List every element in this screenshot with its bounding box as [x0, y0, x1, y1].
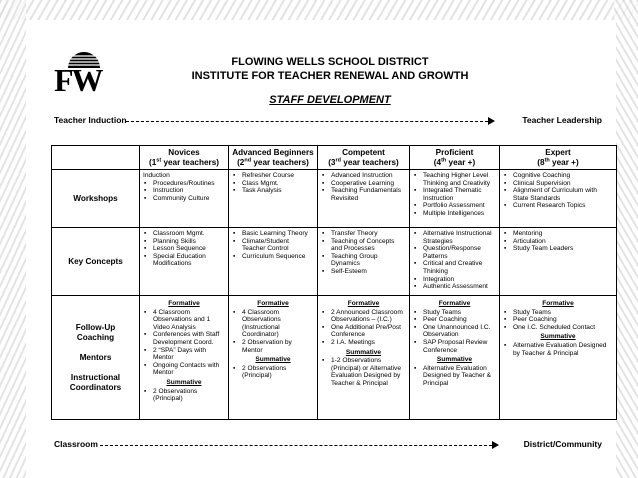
bullet-list — [503, 342, 613, 357]
list-item: ▪ Alternative Evaluation Designed by Teacher & Principal — [423, 365, 496, 388]
column-name: Novices — [168, 148, 200, 157]
list-item: ▪ Community Culture — [153, 195, 225, 203]
column-name: Expert — [545, 148, 571, 157]
decorative-stripes-left — [0, 0, 26, 478]
row-header-follow-up — [52, 296, 140, 420]
list-item: ▪ Refresher Course — [242, 172, 314, 180]
bullet-list — [413, 230, 496, 291]
axis-top-right-label: Teacher Leadership — [522, 115, 602, 125]
column-years: (4 — [433, 157, 442, 167]
list-item: ▪ 2 Announced Classroom Observations – (I.C.) — [331, 309, 406, 324]
summative-heading: Summative — [345, 348, 382, 356]
logo-lettering: FW — [54, 62, 102, 98]
cell-follow-up-competent — [318, 296, 410, 420]
list-item: ▪ Study Teams — [423, 309, 496, 317]
list-item: ▪ Study Teams — [513, 309, 613, 317]
list-item: ▪ 1-2 Observations (Principal) or Alternative Evaluation Designed by Teacher & Principal — [331, 357, 406, 387]
list-item: ▪ Critical and Creative Thinking — [423, 260, 496, 275]
column-header-proficient — [410, 146, 500, 170]
district-name: FLOWING WELLS SCHOOL DISTRICT — [231, 56, 429, 68]
bullet-list — [232, 172, 314, 195]
table-header-row — [52, 146, 617, 170]
district-logo — [54, 44, 126, 98]
list-item: ▪ Alignment of Curriculum with State Standards — [513, 187, 613, 202]
list-item: ▪ Articulation — [513, 238, 613, 246]
column-name: Competent — [342, 148, 385, 157]
column-years: (8 — [537, 157, 545, 167]
cell-key-concepts-advanced-beginners — [229, 228, 318, 296]
bullet-list — [143, 388, 225, 403]
table-row-follow-up — [52, 296, 617, 420]
list-item: ▪ One Unannounced I.C. Observation — [423, 324, 496, 339]
column-years: (2 — [237, 157, 245, 167]
list-item: ▪ Current Research Topics — [513, 202, 613, 210]
institute-name: INSTITUTE FOR TEACHER RENEWAL AND GROWTH — [191, 70, 469, 82]
column-years-suffix: nd — [244, 156, 252, 163]
bullet-list — [232, 230, 314, 260]
list-item: ▪ 2 Observations (Principal) — [242, 365, 314, 380]
column-years-rest: year teachers) — [340, 157, 399, 167]
cell-workshops-novices — [140, 170, 229, 228]
list-item: ▪ Cognitive Coaching — [513, 172, 613, 180]
list-item: ▪ Teaching Fundamentals Revisited — [331, 187, 406, 202]
list-item: ▪ 2 Observation by Mentor — [242, 339, 314, 354]
column-years-suffix: st — [156, 156, 162, 163]
list-item: ▪ Teaching of Concepts and Processes — [331, 238, 406, 253]
decorative-stripes-top — [0, 0, 638, 20]
list-item: ▪ Conferences with Staff Development Coord. — [153, 331, 225, 346]
column-header-competent — [318, 146, 410, 170]
arrow-right-icon — [488, 117, 495, 125]
bullet-list — [413, 172, 496, 218]
column-header-expert — [500, 146, 617, 170]
formative-heading: Formative — [347, 300, 380, 307]
list-item: ▪ Teaching Higher Level Thinking and Creativity — [423, 172, 496, 187]
formative-heading: Formative — [542, 300, 574, 307]
list-item: ▪ Climate/Student Teacher Control — [242, 238, 314, 253]
summative-heading: Summative — [166, 378, 202, 386]
cell-key-concepts-proficient — [410, 228, 500, 296]
column-name: Proficient — [435, 148, 474, 157]
bullet-list — [503, 172, 613, 210]
list-item: ▪ Authentic Assessment — [423, 283, 496, 291]
list-item: ▪ Portfolio Assessment — [423, 202, 496, 210]
cell-follow-up-expert — [500, 296, 617, 420]
axis-top — [54, 115, 602, 129]
formative-heading: Formative — [438, 300, 471, 307]
summative-heading: Summative — [255, 356, 291, 364]
list-item: ▪ One I.C. Scheduled Contact — [513, 324, 613, 332]
axis-bottom-dashed-line — [100, 445, 492, 446]
column-years-rest: year +) — [549, 157, 579, 167]
summative-heading: Summative — [436, 356, 473, 364]
decorative-stripes-right — [614, 0, 638, 478]
list-item: ▪ Task Analysis — [242, 187, 314, 195]
list-item: ▪ Curriculum Sequence — [242, 253, 314, 261]
cell-follow-up-novices — [140, 296, 229, 420]
bullet-list — [232, 309, 314, 355]
bullet-list — [143, 230, 225, 268]
list-item: ▪ Integrated Thematic Instruction — [423, 187, 496, 202]
list-item: ▪ Special Education Modifications — [153, 253, 225, 268]
list-item: ▪ One Additional Pre/Post Conference — [331, 324, 406, 339]
list-item: ▪ Integration — [423, 276, 496, 284]
column-years: (1 — [149, 157, 157, 167]
list-item: ▪ Instruction — [153, 187, 225, 195]
list-item: ▪ Study Team Leaders — [513, 245, 613, 253]
cell-workshops-competent — [318, 170, 410, 228]
bullet-list — [413, 365, 496, 388]
bullet-list — [321, 357, 406, 387]
column-years-suffix: th — [441, 156, 447, 163]
bullet-list — [143, 180, 225, 203]
list-item: ▪ Multiple Intelligences — [423, 210, 496, 218]
row-label-mentors: Mentors — [79, 352, 112, 362]
cell-follow-up-proficient — [410, 296, 500, 420]
list-item: ▪ Ongoing Contacts with Mentor — [153, 362, 225, 377]
axis-bottom-right-label: District/Community — [523, 439, 602, 449]
list-item: ▪ Self-Esteem — [331, 268, 406, 276]
cell-key-concepts-expert — [500, 228, 617, 296]
row-header-workshops: Workshops — [52, 170, 140, 228]
list-item: ▪ Cooperative Learning — [331, 180, 406, 188]
bullet-list — [503, 230, 613, 253]
column-years-rest: year teachers) — [251, 157, 309, 167]
list-item: ▪ Peer Coaching — [513, 316, 613, 324]
corner-cell — [52, 146, 140, 170]
axis-bottom-left-label: Classroom — [54, 439, 98, 449]
list-item: ▪ Alternative Evaluation Designed by Teacher & Principal — [513, 342, 613, 357]
list-item: ▪ SAP Proposal Review Conference — [423, 339, 496, 354]
list-item: ▪ Basic Learning Theory — [242, 230, 314, 238]
list-item: ▪ 4 Classroom Observations and 1 Video Analysis — [153, 309, 225, 332]
axis-top-left-label: Teacher Induction — [54, 115, 127, 125]
row-label-instructional: Instructional — [70, 372, 121, 382]
column-years: (3 — [328, 157, 336, 167]
bullet-list — [232, 365, 314, 380]
cell-workshops-proficient — [410, 170, 500, 228]
formative-heading: Formative — [257, 300, 289, 307]
page-title: STAFF DEVELOPMENT — [269, 94, 391, 106]
column-header-novices — [140, 146, 229, 170]
list-item: ▪ Mentoring — [513, 230, 613, 238]
list-item: ▪ Lesson Sequence — [153, 245, 225, 253]
row-label-coaching: Coaching — [76, 332, 115, 342]
cell-workshops-advanced-beginners — [229, 170, 318, 228]
list-item: ▪ Clinical Supervision — [513, 180, 613, 188]
list-item: ▪ Planning Skills — [153, 238, 225, 246]
table-row-key-concepts — [52, 228, 617, 296]
bullet-list — [321, 309, 406, 347]
row-label-coordinators: Coordinators — [69, 382, 122, 392]
bullet-list — [143, 309, 225, 377]
formative-heading: Formative — [168, 300, 200, 307]
cell-plain-text: Induction — [143, 172, 170, 179]
list-item: ▪ Peer Coaching — [423, 316, 496, 324]
column-years-suffix: th — [544, 156, 550, 163]
column-header-advanced-beginners — [229, 146, 318, 170]
list-item: ▪ 2 “SPA” Days with Mentor — [153, 347, 225, 362]
list-item: ▪ 2 I.A. Meetings — [331, 339, 406, 347]
axis-top-dashed-line — [126, 121, 488, 122]
bullet-list — [321, 230, 406, 276]
cell-workshops-expert — [500, 170, 617, 228]
cell-key-concepts-competent — [318, 228, 410, 296]
list-item: ▪ Classroom Mgmt. — [153, 230, 225, 238]
list-item: ▪ Procedures/Routines — [153, 180, 225, 188]
bullet-list — [503, 309, 613, 332]
arrow-right-icon — [492, 441, 499, 449]
cell-key-concepts-novices — [140, 228, 229, 296]
column-name: Advanced Beginners — [232, 148, 314, 157]
row-label-follow-up: Follow-Up — [75, 322, 116, 332]
bullet-list — [321, 172, 406, 202]
bullet-list — [413, 309, 496, 355]
list-item: ▪ 2 Observations (Principal) — [153, 388, 225, 403]
axis-bottom — [54, 439, 602, 453]
column-years-rest: year teachers) — [161, 157, 219, 167]
table-row-workshops — [52, 170, 617, 228]
list-item: ▪ Transfer Theory — [331, 230, 406, 238]
staff-development-table — [51, 145, 617, 420]
row-header-key-concepts: Key Concepts — [52, 228, 140, 296]
list-item: ▪ Alternative Instructional Strategies — [423, 230, 496, 245]
column-years-suffix: rd — [335, 156, 341, 163]
cell-follow-up-advanced-beginners — [229, 296, 318, 420]
list-item: ▪ 4 Classroom Observations (Instructional Coordinator) — [242, 309, 314, 339]
list-item: ▪ Teaching Group Dynamics — [331, 253, 406, 268]
summative-heading: Summative — [540, 333, 576, 341]
list-item: ▪ Advanced Instruction — [331, 172, 406, 180]
list-item: ▪ Question/Response Patterns — [423, 245, 496, 260]
list-item: ▪ Class Mgmt. — [242, 180, 314, 188]
column-years-rest: year +) — [446, 157, 476, 167]
